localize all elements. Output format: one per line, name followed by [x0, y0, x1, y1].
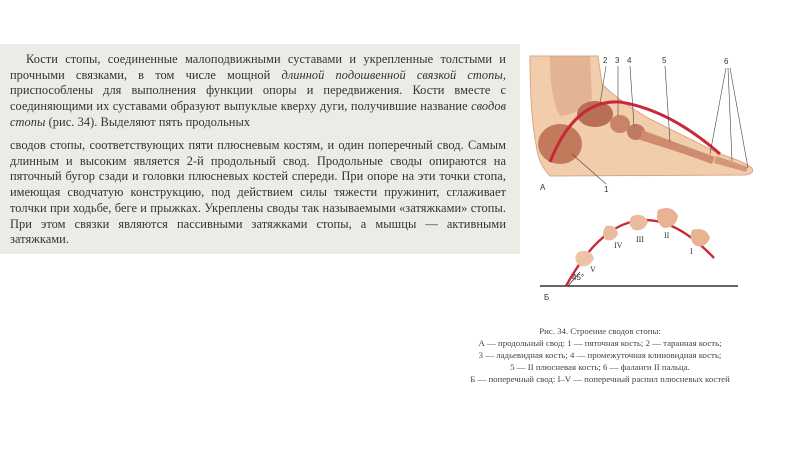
figure-longitudinal-arch — [520, 44, 780, 204]
label-roman-5: V — [590, 265, 596, 274]
label-6: 6 — [724, 57, 729, 66]
label-1: 1 — [604, 185, 609, 194]
caption-line-2: 3 — ладьевидная кость; 4 — промежуточная клиновидная кость; — [478, 350, 722, 360]
metatarsal-section-2 — [657, 208, 678, 228]
metatarsal-section-3 — [629, 215, 648, 230]
metatarsal-section-5 — [575, 251, 594, 266]
term-foot-arches: сводов стопы — [10, 99, 506, 129]
caption-line-1: А — продольный свод: 1 — пяточная кость; 2 — таранная кость; — [478, 338, 722, 348]
caption-line-4: Б — поперечный свод: I–V — поперечный распил плюсневых костей — [470, 374, 730, 384]
label-4: 4 — [627, 56, 632, 65]
label-3: 3 — [615, 56, 620, 65]
label-5: 5 — [662, 56, 667, 65]
term-plantar-ligament: длинной подошвенной связкой стопы, — [281, 67, 506, 82]
paragraph-1-part-a: Кости стопы, соединенные малоподвижными суставами и укрепленные толстыми и прочными связками, в том числе мощной — [10, 52, 506, 82]
paragraph-1 — [10, 52, 506, 131]
heel-bone — [538, 124, 582, 164]
label-a: А — [540, 183, 546, 192]
paragraph-1-part-c: (рис. 34). Выделяют пять продольных — [45, 114, 251, 129]
pointer-6b — [728, 68, 732, 161]
metatarsal-section-1 — [691, 229, 710, 246]
figure-transverse-arch — [520, 190, 750, 310]
label-roman-4: IV — [614, 241, 623, 250]
label-angle: 45° — [572, 273, 585, 282]
label-roman-1: I — [690, 247, 693, 256]
label-b: Б — [544, 293, 550, 302]
paragraph-2: сводов стопы, соответствующих пяти плюсневым костям, и один поперечный свод. Самым длинным и высоким является 2-й продольный свод. Продольные своды опираются на пяточный бугор сзади и головки плюсневых костей спереди. При опоре на эти точки стопа, имеющая сводчатую конструкцию, под действием силы тяжести пружинит, сглаживает толчки при ходьбе, беге и прыжках. Укреплены своды так называемыми «затяжками» стопы. При этом связки являются пассивными затяжками стопы, а мышцы — активными затяжками. — [10, 138, 506, 247]
paragraph-1-part-b: приспособлены для выполнения функции опоры и передвижения. Кости вместе с соединяющими их суставами образуют выпуклые кверху дуги, получившие название — [10, 83, 506, 114]
figure-caption — [430, 325, 770, 385]
label-2: 2 — [603, 56, 608, 65]
label-roman-3: III — [636, 235, 644, 244]
caption-title: Рис. 34. Строение сводов стопы: — [539, 326, 661, 336]
pointer-6c — [730, 68, 748, 168]
pointer-6a — [710, 68, 726, 154]
label-roman-2: II — [664, 231, 670, 240]
navicular-bone — [610, 115, 630, 133]
caption-line-3: 5 — II плюсневая кость; 6 — фаланги II пальца. — [510, 362, 690, 372]
